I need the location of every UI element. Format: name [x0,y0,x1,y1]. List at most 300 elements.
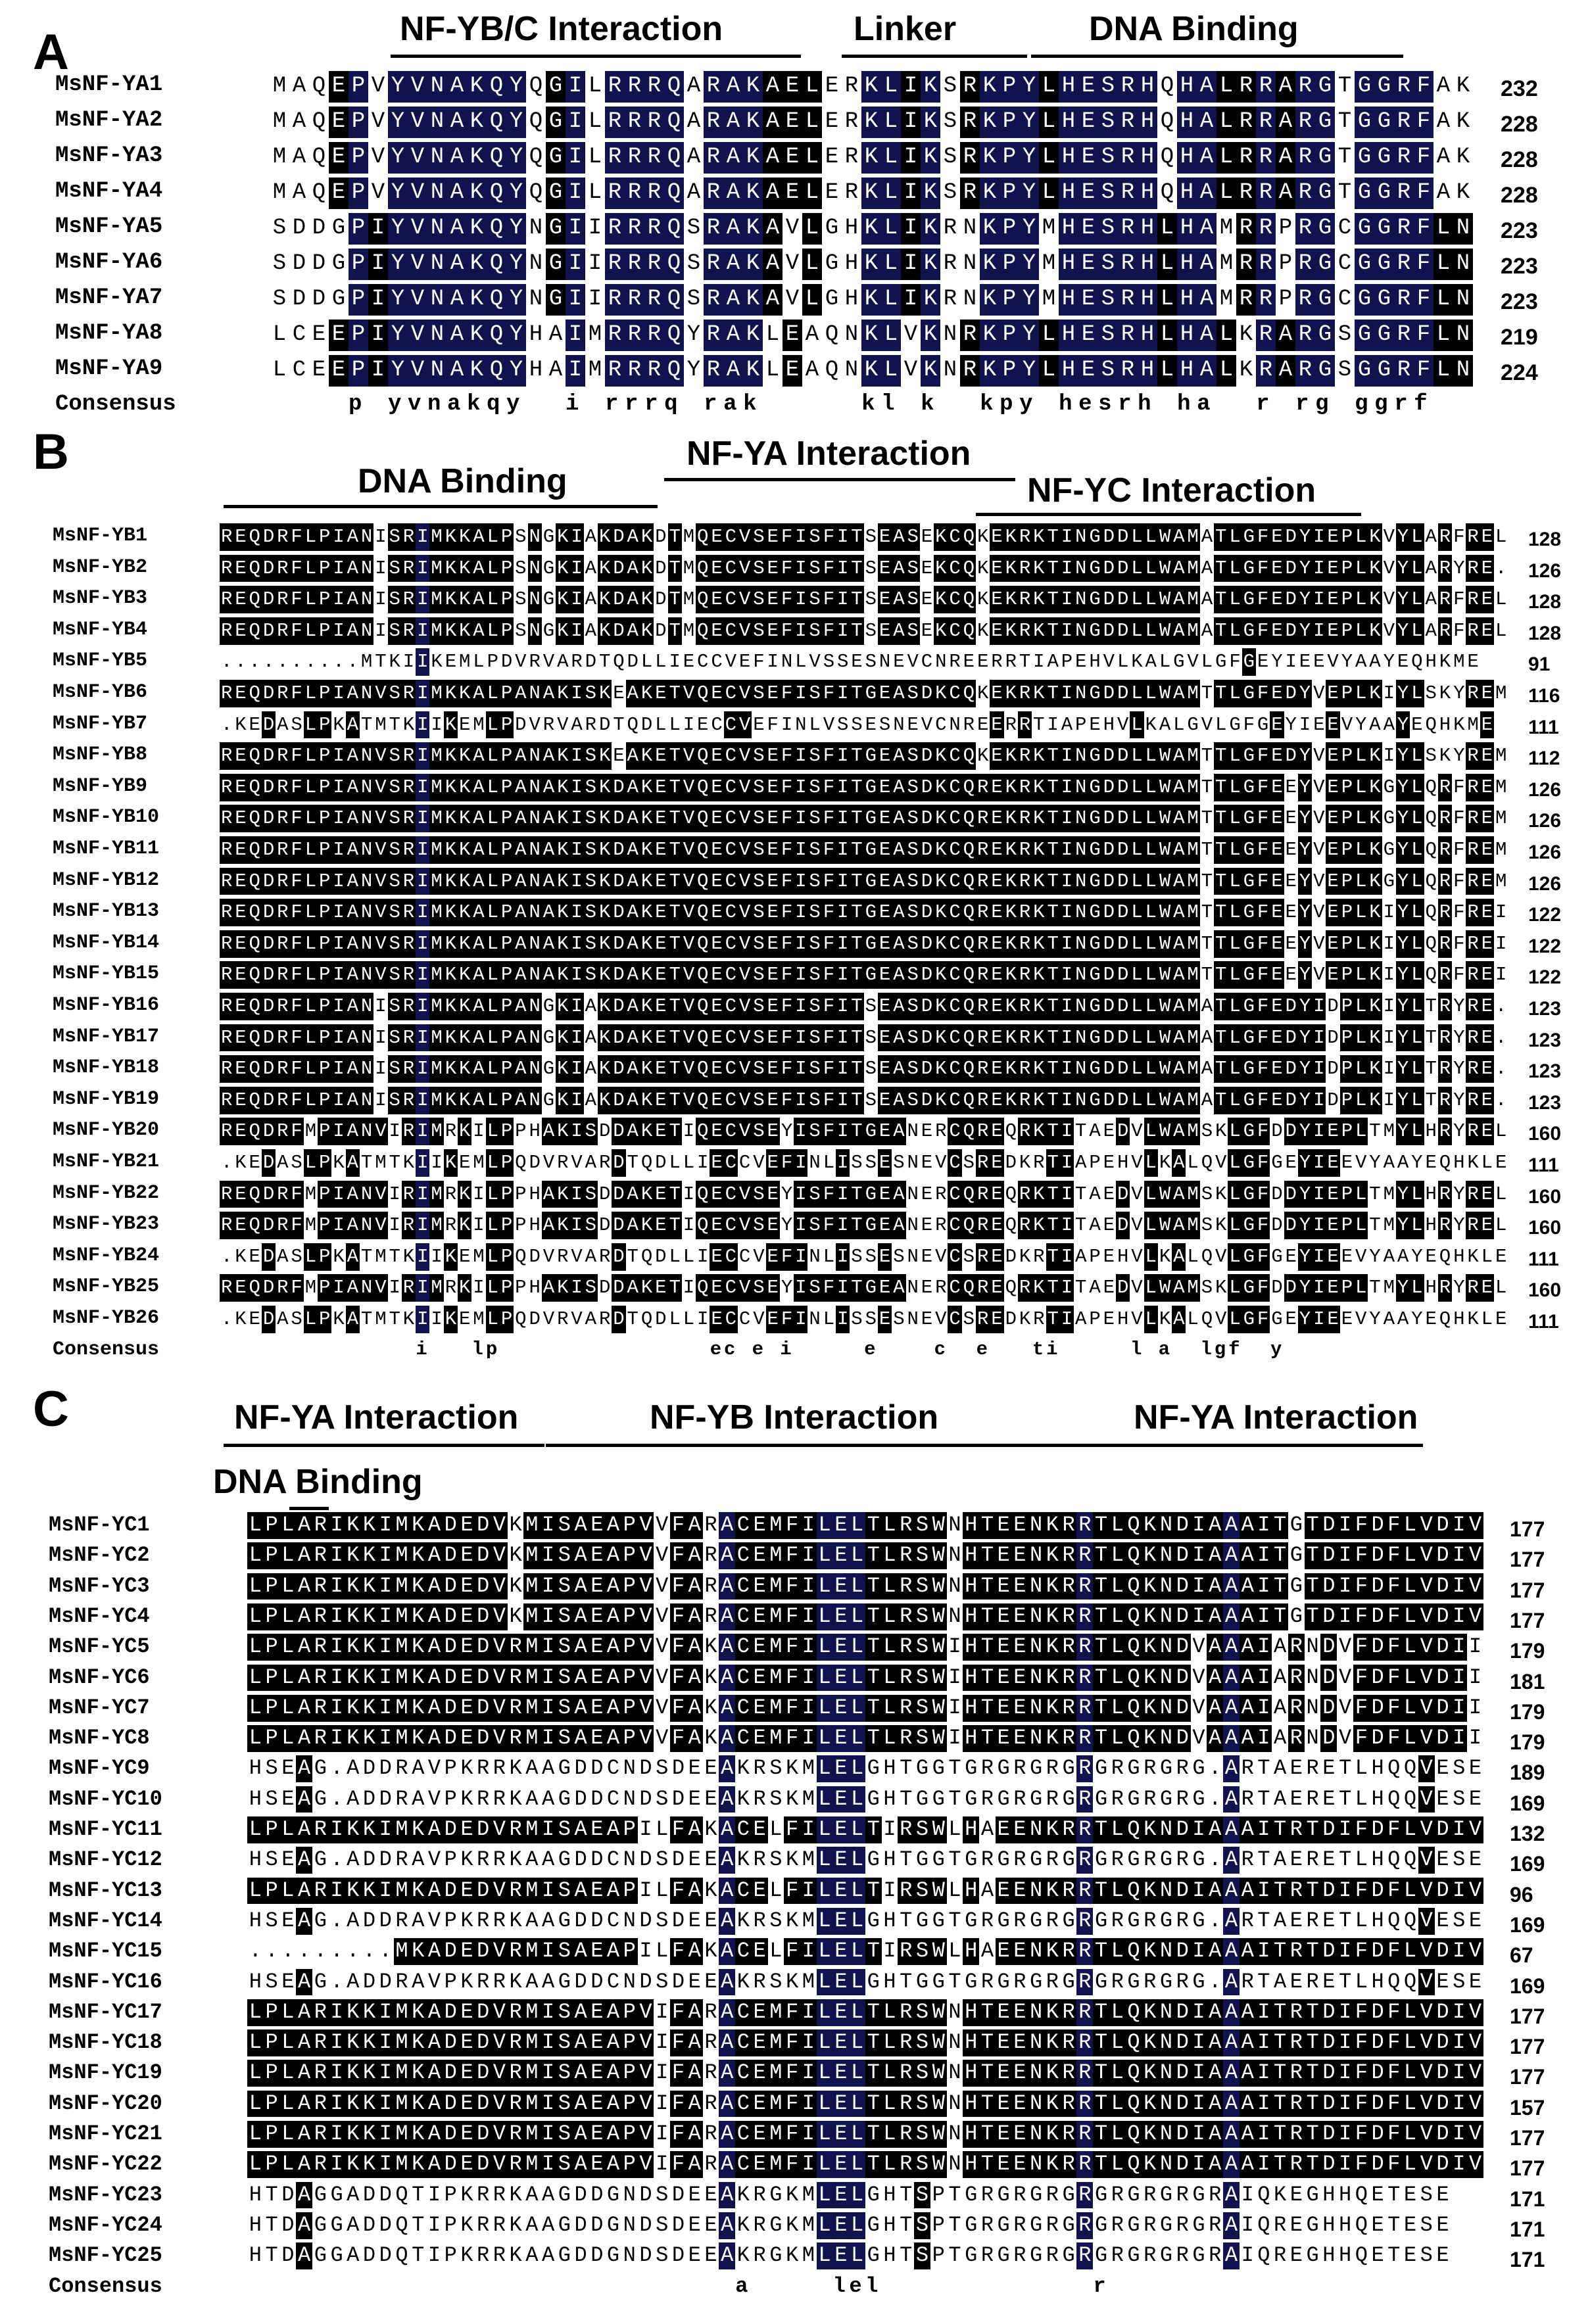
residue: I [836,1212,850,1239]
residue: Y [1355,713,1367,736]
residue: A [719,1878,735,1905]
residue: R [1033,1308,1045,1330]
residue: G [558,2212,571,2237]
residue: V [1103,651,1115,673]
residue: E [878,523,892,551]
residue: F [1353,2151,1370,2178]
residue: I [901,178,921,209]
residue: K [1032,1181,1046,1208]
residue: . [297,1939,311,1964]
sequence-length: 177 [1510,1548,1545,1572]
sequence-name: MsNF-YC15 [49,1939,162,1964]
residue: L [656,1817,669,1841]
residue: K [1368,742,1382,770]
residue: L [279,1816,296,1843]
residue: T [900,1847,913,1872]
residue: E [851,651,863,673]
residue: I [1312,1243,1326,1271]
domain-bar [224,1444,544,1447]
residue: N [528,805,542,832]
residue: L [1433,213,1453,245]
sequence-residues [247,1725,1483,1752]
residue: I [901,107,921,138]
residue: A [1425,619,1437,642]
residue: P [621,1603,638,1630]
residue: P [515,1214,527,1237]
residue: I [697,1152,709,1174]
residue: V [682,680,696,707]
residue: P [318,1181,331,1208]
residue: H [1059,107,1078,138]
residue: D [1435,1695,1451,1722]
residue: E [878,1024,892,1052]
residue: Q [1126,1542,1142,1569]
residue: A [1201,526,1213,548]
residue: I [1060,805,1074,832]
residue: E [921,1245,933,1268]
residue: K [861,249,881,280]
residue: E [752,1878,768,1905]
residue: R [1061,1634,1077,1661]
residue: R [1076,1512,1093,1539]
residue: A [605,1573,621,1600]
residue: E [710,774,723,801]
residue: S [388,680,402,707]
residue: L [817,1847,833,1874]
residue: E [654,899,667,926]
residue: P [500,1149,514,1177]
residue: G [558,2243,571,2268]
residue: E [459,2121,475,2148]
residue: T [1046,868,1060,895]
residue: S [1337,358,1352,383]
residue: P [264,1695,280,1722]
residue: A [296,1542,312,1569]
residue: L [588,74,602,99]
residue: Q [696,774,710,801]
residue: F [670,2091,687,2118]
residue: R [935,1183,947,1205]
residue: A [1223,1786,1240,1813]
residue: C [948,961,961,989]
residue: S [1453,1786,1466,1811]
residue: A [1201,1089,1213,1111]
residue: I [331,836,345,864]
residue: D [1320,1816,1337,1843]
residue: N [963,251,977,276]
residue: N [907,1245,919,1268]
residue: A [1383,1245,1395,1268]
residue: L [1402,1999,1418,2026]
residue: A [1172,868,1186,895]
residue: K [556,586,569,613]
residue: C [948,993,961,1020]
residue: A [719,2151,735,2178]
residue: R [276,586,289,613]
residue: K [1044,1878,1061,1905]
residue: I [1285,651,1297,673]
residue: T [598,651,611,673]
residue: I [569,899,583,926]
residue: C [724,555,738,582]
residue: I [329,2060,345,2087]
residue: V [373,680,387,707]
residue: S [1201,1277,1213,1299]
residue: V [491,1603,508,1630]
residue: I [794,805,807,832]
residue: Q [487,284,506,316]
residue: K [934,774,948,801]
residue: E [1270,930,1284,958]
residue: E [589,1938,605,1965]
residue: R [1061,2029,1077,2056]
residue: I [836,586,850,613]
residue: R [1118,107,1138,138]
residue: C [948,805,961,832]
residue: S [1098,142,1118,174]
residue: D [1174,1665,1191,1692]
residue: R [898,2091,914,2118]
residue: R [1209,2182,1222,2207]
residue: K [861,107,881,138]
residue: A [573,2121,589,2148]
sequence-length: 189 [1510,1761,1545,1785]
residue: I [683,713,695,736]
residue: H [883,1756,896,1781]
residue: V [491,2029,508,2056]
residue: L [1228,1212,1241,1239]
sequence-residues [220,1055,1508,1083]
residue: I [1451,1999,1467,2026]
residue: A [514,1087,527,1114]
residue: N [1028,1665,1044,1692]
residue: F [1256,899,1270,926]
residue: R [1144,1756,1157,1781]
residue: T [979,1999,996,2026]
residue: G [1088,555,1101,582]
sequence-length: 91 [1528,653,1551,676]
residue: F [822,617,836,645]
residue: E [1341,1245,1353,1268]
residue: R [220,586,233,613]
residue: F [780,680,794,707]
residue: L [1410,1087,1424,1114]
residue: R [1118,320,1138,351]
residue: P [1340,1087,1354,1114]
residue: G [1159,2212,1173,2237]
residue: K [556,1212,569,1239]
residue: G [1383,807,1395,830]
residue: L [279,1634,296,1661]
residue: A [346,1087,360,1114]
panel-letter: A [33,24,69,80]
residue: I [566,320,585,351]
residue: S [656,2243,669,2268]
residue: A [573,1725,589,1752]
residue: I [416,961,429,989]
residue: A [573,1512,589,1539]
residue: G [1192,1756,1205,1781]
residue: K [444,961,458,989]
residue: G [1242,1055,1256,1083]
residue: D [585,651,597,673]
residue: A [296,1725,312,1752]
residue: E [766,1055,780,1083]
residue: F [1385,1512,1402,1539]
residue: L [1410,555,1424,582]
residue: D [1370,1573,1386,1600]
residue: R [477,1756,490,1781]
residue: A [296,2091,312,2118]
residue: I [683,1120,695,1143]
residue: E [459,2151,475,2178]
residue: V [1338,1726,1352,1751]
residue: I [1191,1542,1207,1569]
residue: R [1438,617,1452,645]
sequence-residues [270,107,1473,138]
residue: R [493,1908,506,1933]
residue: D [1370,1603,1386,1630]
residue: L [817,1999,833,2026]
sequence-length: 177 [1510,2004,1545,2028]
residue: R [898,1542,914,1569]
residue: E [654,774,667,801]
residue: V [491,1816,508,1843]
residue: C [735,1878,752,1905]
residue: L [1144,1274,1158,1302]
residue: V [638,1603,654,1630]
residue: I [1060,523,1074,551]
residue: I [1060,1274,1074,1302]
residue: Q [962,1181,976,1208]
residue: A [1172,1243,1186,1271]
residue: L [802,142,822,174]
residue: N [1028,2060,1044,2087]
residue: A [687,1816,703,1843]
residue: I [329,1695,345,1722]
residue: K [1004,930,1018,958]
residue: E [1436,1756,1449,1781]
residue: M [429,899,443,926]
residue: N [1158,1999,1174,2026]
residue: S [769,1786,783,1811]
residue: S [687,216,701,241]
residue: A [980,1878,994,1903]
residue: E [1012,2060,1028,2087]
residue: S [556,1725,573,1752]
residue: N [948,1603,961,1628]
residue: E [1326,868,1339,895]
residue: M [429,1087,443,1114]
residue: R [1176,2182,1189,2207]
residue: K [704,1634,717,1659]
residue: E [1480,680,1494,707]
residue: M [768,1512,784,1539]
residue: M [523,1512,540,1539]
residue: E [654,1181,667,1208]
residue: L [1228,836,1241,864]
residue: A [1223,1695,1240,1722]
residue: R [991,651,1003,673]
residue: V [682,961,696,989]
residue: E [1270,680,1284,707]
residue: I [329,1542,345,1569]
residue: K [1467,1152,1479,1174]
residue: A [1240,2029,1256,2056]
residue: Y [1453,995,1465,1017]
residue: V [738,774,752,801]
residue: T [850,805,863,832]
residue: A [1223,2029,1240,2056]
residue: M [523,1695,540,1722]
residue: A [626,805,640,832]
residue: L [849,1573,865,1600]
residue: D [612,993,625,1020]
residue: K [410,2121,426,2148]
residue: K [640,1274,654,1302]
residue: L [882,2091,898,2118]
residue: R [1076,1938,1093,1965]
residue: F [289,1024,303,1052]
residue: I [427,2243,441,2268]
residue: F [1353,1542,1370,1569]
residue: G [1242,868,1256,895]
residue: I [329,1573,345,1600]
residue: H [1425,651,1437,673]
residue: T [265,2182,278,2207]
sequence-name: MsNF-YB15 [53,962,160,985]
residue: K [640,586,654,613]
residue: S [291,713,302,736]
residue: A [1172,805,1186,832]
residue: R [935,1120,947,1143]
residue: F [822,1087,836,1114]
residue: R [1018,805,1032,832]
residue: E [329,355,349,387]
residue: T [1075,1120,1087,1143]
residue: K [444,1149,458,1177]
residue: A [1172,836,1186,864]
residue: I [416,774,429,801]
residue: L [1433,355,1453,387]
residue: L [1130,836,1144,864]
residue: D [475,2060,491,2087]
residue: I [588,216,602,241]
sequence-residues [247,1816,1483,1843]
residue: P [318,1306,331,1333]
residue: L [669,713,681,736]
residue: V [1467,1816,1483,1843]
residue: A [1207,1878,1223,1905]
residue: N [809,1245,821,1268]
residue: C [735,1603,752,1630]
sequence-residues [247,1512,1483,1539]
residue: N [809,1152,821,1174]
residue: R [976,1149,990,1177]
residue: E [990,1212,1003,1239]
residue: D [1174,1878,1191,1905]
residue: T [1272,2151,1288,2178]
sequence-name: MsNF-YB6 [53,681,148,703]
residue: I [800,1816,817,1843]
residue: V [1418,1695,1435,1722]
residue: A [1240,1542,1256,1569]
residue: F [1256,1243,1270,1271]
residue: D [1116,617,1130,645]
residue: S [1425,745,1437,767]
residue: E [1480,1118,1494,1145]
sequence-residues [270,284,1473,316]
residue: R [1111,1847,1124,1872]
residue: L [849,1938,865,1965]
sequence-length: 169 [1510,1852,1545,1876]
residue: A [573,1695,589,1722]
residue: R [276,868,289,895]
residue: E [688,1756,701,1781]
residue: Q [1387,1847,1401,1872]
residue: M [1383,1277,1395,1299]
residue: Y [1453,745,1465,767]
residue: T [1387,2212,1401,2237]
residue: A [1197,284,1217,316]
residue: G [997,1756,1010,1781]
residue: V [542,651,555,673]
residue: L [1355,1786,1368,1811]
residue: D [262,555,276,582]
residue: A [471,1024,485,1052]
residue: Y [1396,774,1410,801]
residue: S [656,1969,669,1994]
residue: R [1013,1786,1026,1811]
residue: A [346,961,360,989]
residue: C [735,2121,752,2148]
residue: P [1278,216,1293,241]
residue: A [1276,107,1295,138]
residue: D [1174,1634,1191,1661]
residue: G [546,284,566,316]
residue: A [1223,1512,1240,1539]
residue: K [704,1695,717,1720]
residue: A [471,617,485,645]
residue: G [932,1756,945,1781]
residue: H [529,322,543,347]
residue: A [763,71,783,103]
residue: I [1060,1087,1074,1114]
residue: L [669,1308,681,1330]
residue: R [1118,142,1138,174]
residue: S [556,1634,573,1661]
residue: A [1197,107,1217,138]
residue: E [1270,617,1284,645]
residue: F [1385,2091,1402,2118]
residue: A [605,2060,621,2087]
residue: G [1289,1573,1303,1598]
residue: K [1032,899,1046,926]
residue: R [704,284,723,316]
residue: L [304,586,318,613]
residue: E [710,805,723,832]
residue: Q [962,1118,976,1145]
residue: E [1078,320,1098,351]
residue: D [598,1183,611,1205]
residue: D [574,1756,587,1781]
residue: A [346,1149,360,1177]
residue: R [276,1087,289,1114]
residue: M [1186,961,1199,989]
residue: T [668,1055,682,1083]
residue: L [1130,617,1144,645]
residue: G [558,2182,571,2207]
